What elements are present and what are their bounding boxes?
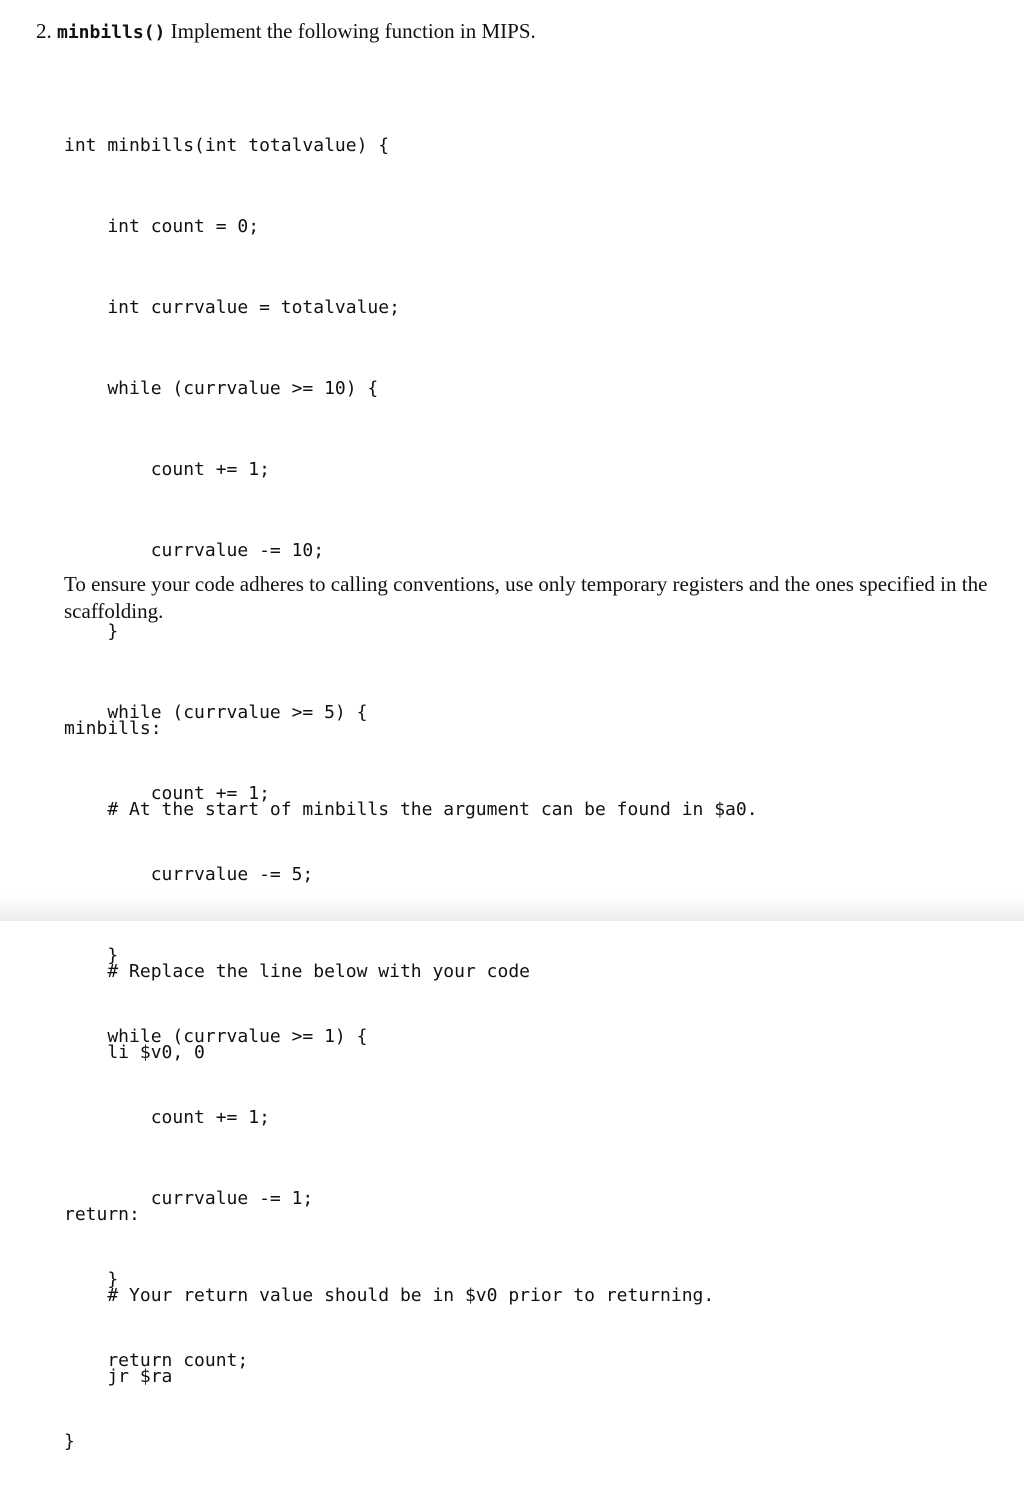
question-heading: [36, 18, 536, 46]
code-line: int count = 0;: [64, 216, 260, 237]
code-line: minbills:: [64, 718, 162, 739]
code-line: }: [64, 1431, 75, 1452]
code-line: return:: [64, 1204, 140, 1225]
code-line: # At the start of minbills the argument can be found in $a0.: [64, 799, 758, 820]
question-title: Implement the following function in MIPS.: [170, 19, 536, 43]
code-line: # Replace the line below with your code: [64, 961, 530, 982]
code-line: currvalue -= 1;: [64, 1188, 314, 1209]
code-line: jr $ra: [64, 1366, 173, 1387]
code-line: while (currvalue >= 5) {: [64, 702, 368, 723]
question-number: 2.: [36, 19, 52, 43]
code-line: return count;: [64, 1350, 249, 1371]
code-line: int minbills(int totalvalue) {: [64, 135, 390, 156]
function-name: minbills(): [57, 22, 166, 43]
code-line: count += 1;: [64, 459, 270, 480]
code-line: count += 1;: [64, 783, 270, 804]
code-line: [64, 1120, 758, 1147]
code-line: int currvalue = totalvalue;: [64, 297, 400, 318]
bottom-edge-shadow: [0, 895, 1024, 921]
code-line: }: [64, 945, 119, 966]
code-line: while (currvalue >= 10) {: [64, 378, 379, 399]
instructions-paragraph: To ensure your code adheres to calling conventions, use only temporary registers and the ones specified in the scaffolding.: [64, 572, 988, 623]
code-line: }: [64, 1269, 119, 1290]
code-line: count += 1;: [64, 1107, 270, 1128]
mips-scaffold-block: [64, 661, 758, 1444]
code-line: while (currvalue >= 1) {: [64, 1026, 368, 1047]
code-line: currvalue -= 5;: [64, 864, 314, 885]
code-line: currvalue -= 10;: [64, 540, 325, 561]
code-line: }: [64, 621, 119, 642]
code-line: # Your return value should be in $v0 prior to returning.: [64, 1285, 715, 1306]
code-line: li $v0, 0: [64, 1042, 205, 1063]
